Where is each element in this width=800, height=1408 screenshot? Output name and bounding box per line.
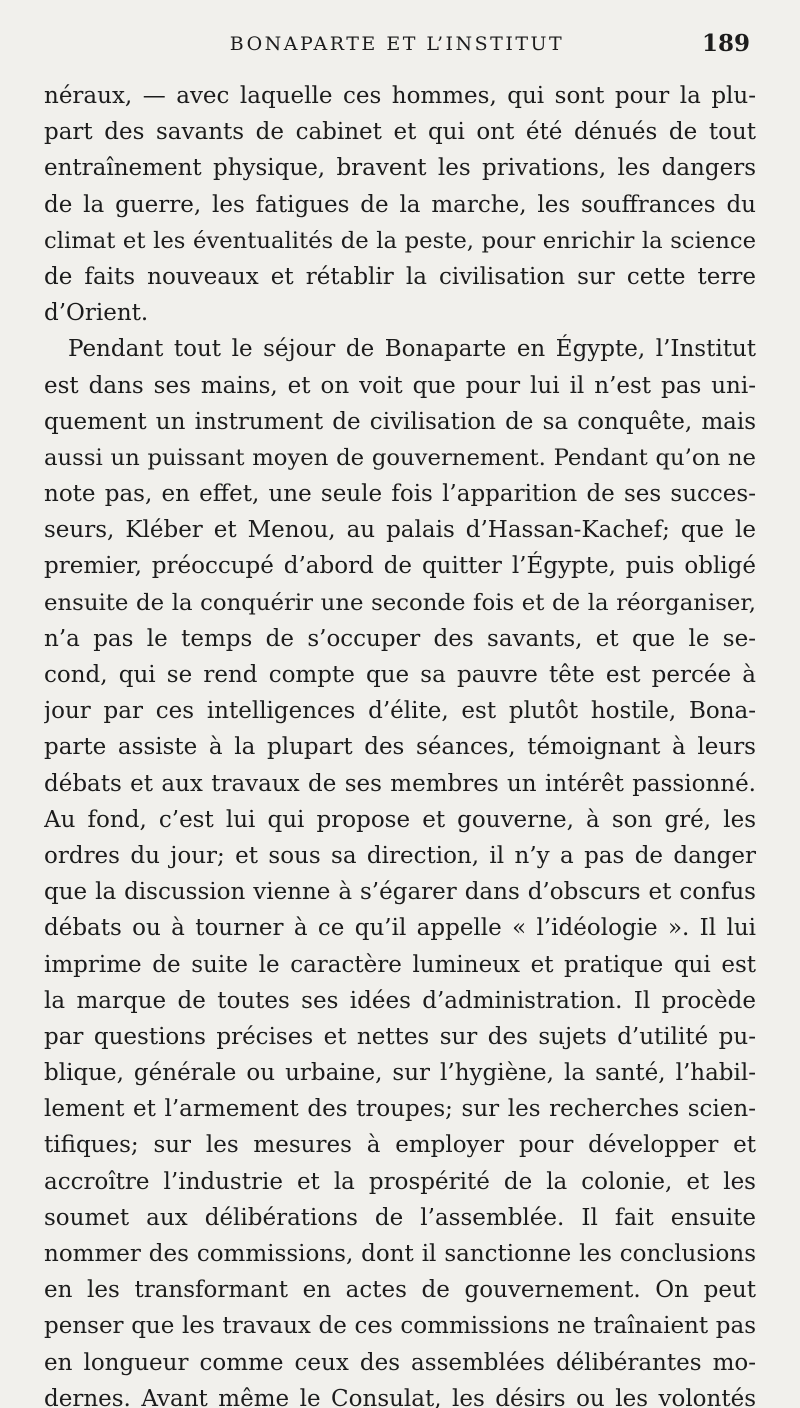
running-head (44, 30, 750, 60)
text-line: quement un instrument de civilisation de sa conquête, mais (44, 408, 756, 435)
text-line: de la guerre, les fatigues de la marche, les souffrances du (44, 191, 756, 218)
text-line: dernes. Avant même le Consulat, les désirs ou les volontés (44, 1385, 756, 1408)
text-line: soumet aux délibérations de l’assemblée. Il fait ensuite (44, 1204, 756, 1231)
text-line: penser que les travaux de ces commissions ne traînaient pas (44, 1313, 756, 1340)
text-line: climat et les éventualités de la peste, pour enrichir la science (44, 227, 756, 254)
text-line: blique, générale ou urbaine, sur l’hygiène, la santé, l’habil- (44, 1060, 756, 1087)
text-line: cond, qui se rend compte que sa pauvre tête est percée à (44, 662, 756, 688)
text-line: note pas, en effet, une seule fois l’apparition de ses succes- (44, 481, 756, 508)
text-line: premier, préoccupé d’abord de quitter l’Égypte, puis obligé (44, 553, 756, 580)
text-line: entraînement physique, bravent les privations, les dangers (44, 155, 756, 182)
text-line: n’a pas le temps de s’occuper des savants, et que le se- (44, 625, 756, 652)
text-line: Pendant tout le séjour de Bonaparte en Égypte, l’Institut (68, 336, 756, 363)
text-line: accroître l’industrie et la prospérité de la colonie, et les (44, 1168, 756, 1195)
text-line: débats et aux travaux de ses membres un intérêt passionné. (44, 770, 756, 797)
text-line: jour par ces intelligences d’élite, est plutôt hostile, Bona- (44, 698, 756, 725)
running-title: BONAPARTE ET L’INSTITUT (229, 33, 565, 55)
text-line: débats ou à tourner à ce qu’il appelle « l’idéologie ». Il lui (44, 915, 756, 942)
page-number: 189 (701, 30, 750, 57)
text-line: d’Orient. (44, 300, 149, 327)
text-line: ordres du jour; et sous sa direction, il n’y a pas de danger (44, 842, 756, 869)
text-line: que la discussion vienne à s’égarer dans d’obscurs et confus (44, 879, 756, 906)
text-line: Au fond, c’est lui qui propose et gouverne, à son gré, les (44, 806, 756, 833)
text-line: en longueur comme ceux des assemblées délibérantes mo- (44, 1349, 756, 1376)
body-text (44, 78, 756, 1408)
text-line: aussi un puissant moyen de gouvernement. Pendant qu’on ne (44, 444, 756, 471)
text-line: en les transformant en actes de gouvernement. On peut (44, 1277, 756, 1304)
text-line: par questions précises et nettes sur des sujets d’utilité pu- (44, 1023, 756, 1050)
text-line: est dans ses mains, et on voit que pour lui il n’est pas uni- (44, 372, 756, 399)
text-line: la marque de toutes ses idées d’administration. Il procède (44, 987, 756, 1014)
text-line: ensuite de la conquérir une seconde fois et de la réorganiser, (44, 589, 756, 616)
text-line: tifiques; sur les mesures à employer pour développer et (44, 1132, 756, 1159)
text-line: imprime de suite le caractère lumineux et pratique qui est (44, 951, 756, 978)
text-line: de faits nouveaux et rétablir la civilisation sur cette terre (44, 263, 756, 290)
text-line: parte assiste à la plupart des séances, témoignant à leurs (44, 734, 756, 761)
text-line: lement et l’armement des troupes; sur les recherches scien- (44, 1096, 756, 1123)
text-line: néraux, — avec laquelle ces hommes, qui sont pour la plu- (44, 83, 756, 109)
text-line: part des savants de cabinet et qui ont été dénués de tout (44, 119, 756, 146)
text-line: seurs, Kléber et Menou, au palais d’Hassan-Kachef; que le (44, 517, 756, 544)
text-line: nommer des commissions, dont il sanctionne les conclusions (44, 1241, 756, 1267)
